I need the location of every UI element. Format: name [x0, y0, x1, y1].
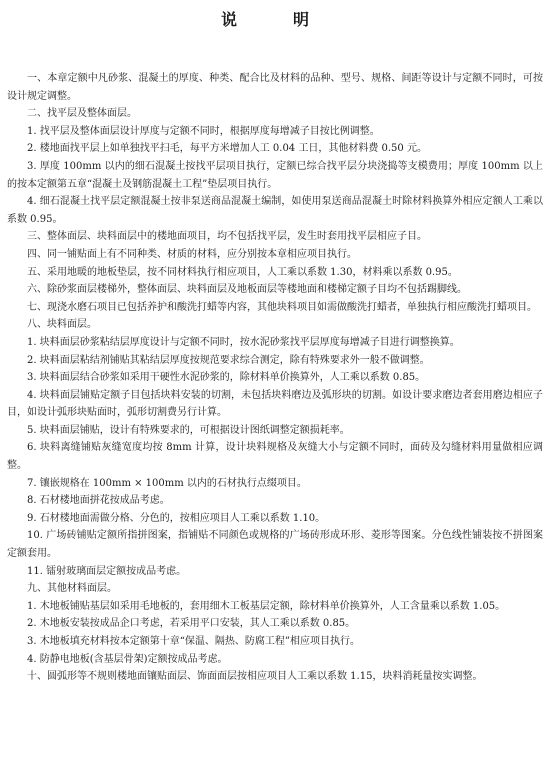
paragraph-2-item-2: 2. 楼地面找平层上如单独找平扫毛，每平方米增加人工 0.04 工日，其他材料费 0.50 元。: [27, 143, 427, 155]
paragraph-8-item-5: 5. 块料面层铺贴，设计有特殊要求的，可根据设计图纸调整定额损耗率。: [27, 424, 350, 436]
paragraph-8-item-1: 1. 块料面层砂浆粘结层厚度设计与定额不同时，按水泥砂浆找平层厚度每增减子目进行调整换算。: [27, 336, 460, 348]
paragraph-section-3: 三、整体面层、块料面层中的楼地面项目，均不包括找平层，发生时套用找平层相应子目。: [27, 231, 427, 243]
paragraph-section-8-heading: 八、块料面层。: [27, 319, 97, 331]
paragraph-section-9-heading: 九、其他材料面层。: [27, 583, 117, 595]
paragraph-8-item-11: 11. 镭射玻璃面层定额按成品考虑。: [27, 565, 187, 577]
paragraph-9-item-2: 2. 木地板安装按成品企口考虑，若采用平口安装，其人工乘以系数 0.85。: [27, 618, 356, 630]
paragraph-section-7: 七、现浇水磨石项目已包括养护和酸洗打蜡等内容，其他块料项目如需做酸洗打蜡者，单独执行相应酸洗打蜡项目。: [27, 301, 537, 313]
document-page: [7, 0, 543, 758]
paragraph-section-2-heading: 二、找平层及整体面层。: [27, 108, 137, 120]
page-title: 说 明: [220, 10, 329, 29]
paragraph-9-item-3: 3. 木地板填充材料按本定额第十章“保温、隔热、防腐工程”相应项目执行。: [27, 636, 360, 647]
paragraph-2-item-1: 1. 找平层及整体面层设计厚度与定额不同时，根据厚度每增减子目按比例调整。: [27, 125, 380, 137]
document-body: [7, 70, 543, 686]
paragraph-9-item-4: 4. 防静电地板(含基层骨架)定额按成品考虑。: [27, 653, 228, 665]
paragraph-8-item-8: 8. 石材楼地面拼花按成品考虑。: [27, 495, 170, 507]
paragraph-8-item-6: 6. 块料离缝铺贴灰缝宽度均按 8mm 计算，设计块料规格及灰缝大小与定额不同时，面砖及勾缝材料用量做相应调整。: [7, 442, 543, 472]
paragraph-section-5: 五、采用地暖的地板垫层，按不同材料执行相应项目，人工乘以系数 1.30，材料乘以系数 0.95。: [27, 266, 458, 278]
paragraph-section-6: 六、除砂浆面层楼梯外，整体面层、块料面层及地板面层等楼地面和楼梯定额子目均不包括踢脚线。: [27, 284, 467, 296]
paragraph-8-item-10: 10. 广场砖铺贴定额所指拼图案，指铺贴不同颜色或规格的广场砖形成环形、菱形等图案。分色线性铺装按不拼图案定额套用。: [7, 530, 543, 560]
paragraph-2-item-3: 3. 厚度 100mm 以内的细石混凝土按找平层项目执行，定额已综合找平层分块浇捣等支模费用；厚度 100mm 以上的按本定额第五章“混凝土及钢筋混凝土工程”垫层项目执行。: [7, 160, 543, 190]
paragraph-section-1: 一、本章定额中凡砂浆、混凝土的厚度、种类、配合比及材料的品种、型号、规格、间距等设计与定额不同时，可按设计规定调整。: [7, 73, 543, 102]
paragraph-8-item-3: 3. 块料面层结合砂浆如采用干硬性水泥砂浆的，除材料单价换算外，人工乘以系数 0.85。: [27, 372, 426, 384]
paragraph-section-10: 十、圆弧形等不规则楼地面镶贴面层、饰面面层按相应项目人工乘以系数 1.15，块料消耗量按实调整。: [27, 671, 483, 683]
paragraph-8-item-2: 2. 块料面层粘结剂铺贴其粘结层厚度按规范要求综合测定，除有特殊要求外一般不做调整。: [27, 354, 430, 366]
paragraph-9-item-1: 1. 木地板铺贴基层如采用毛地板的，套用细木工板基层定额，除材料单价换算外，人工含量乘以系数 1.05。: [27, 600, 506, 612]
paragraph-8-item-9: 9. 石材楼地面需做分格、分色的，按相应项目人工乘以系数 1.10。: [27, 512, 326, 524]
paragraph-2-item-4: 4. 细石混凝土找平层定额混凝土按非泵送商品混凝土编制，如使用泵送商品混凝土时除材料换算外相应定额人工乘以系数 0.95。: [7, 196, 543, 225]
paragraph-section-4: 四、同一铺贴面上有不同种类、材质的材料，应分别按本章相应项目执行。: [27, 248, 357, 260]
paragraph-8-item-7: 7. 镶嵌规格在 100mm × 100mm 以内的石材执行点缀项目。: [27, 477, 307, 489]
paragraph-8-item-4: 4. 块料面层铺贴定额子目包括块料安装的切割，未包括块料磨边及弧形块的切割。如设计要求磨边者套用磨边相应子目，如设计弧形块贴面时，弧形切割费另行计算。: [7, 389, 543, 419]
